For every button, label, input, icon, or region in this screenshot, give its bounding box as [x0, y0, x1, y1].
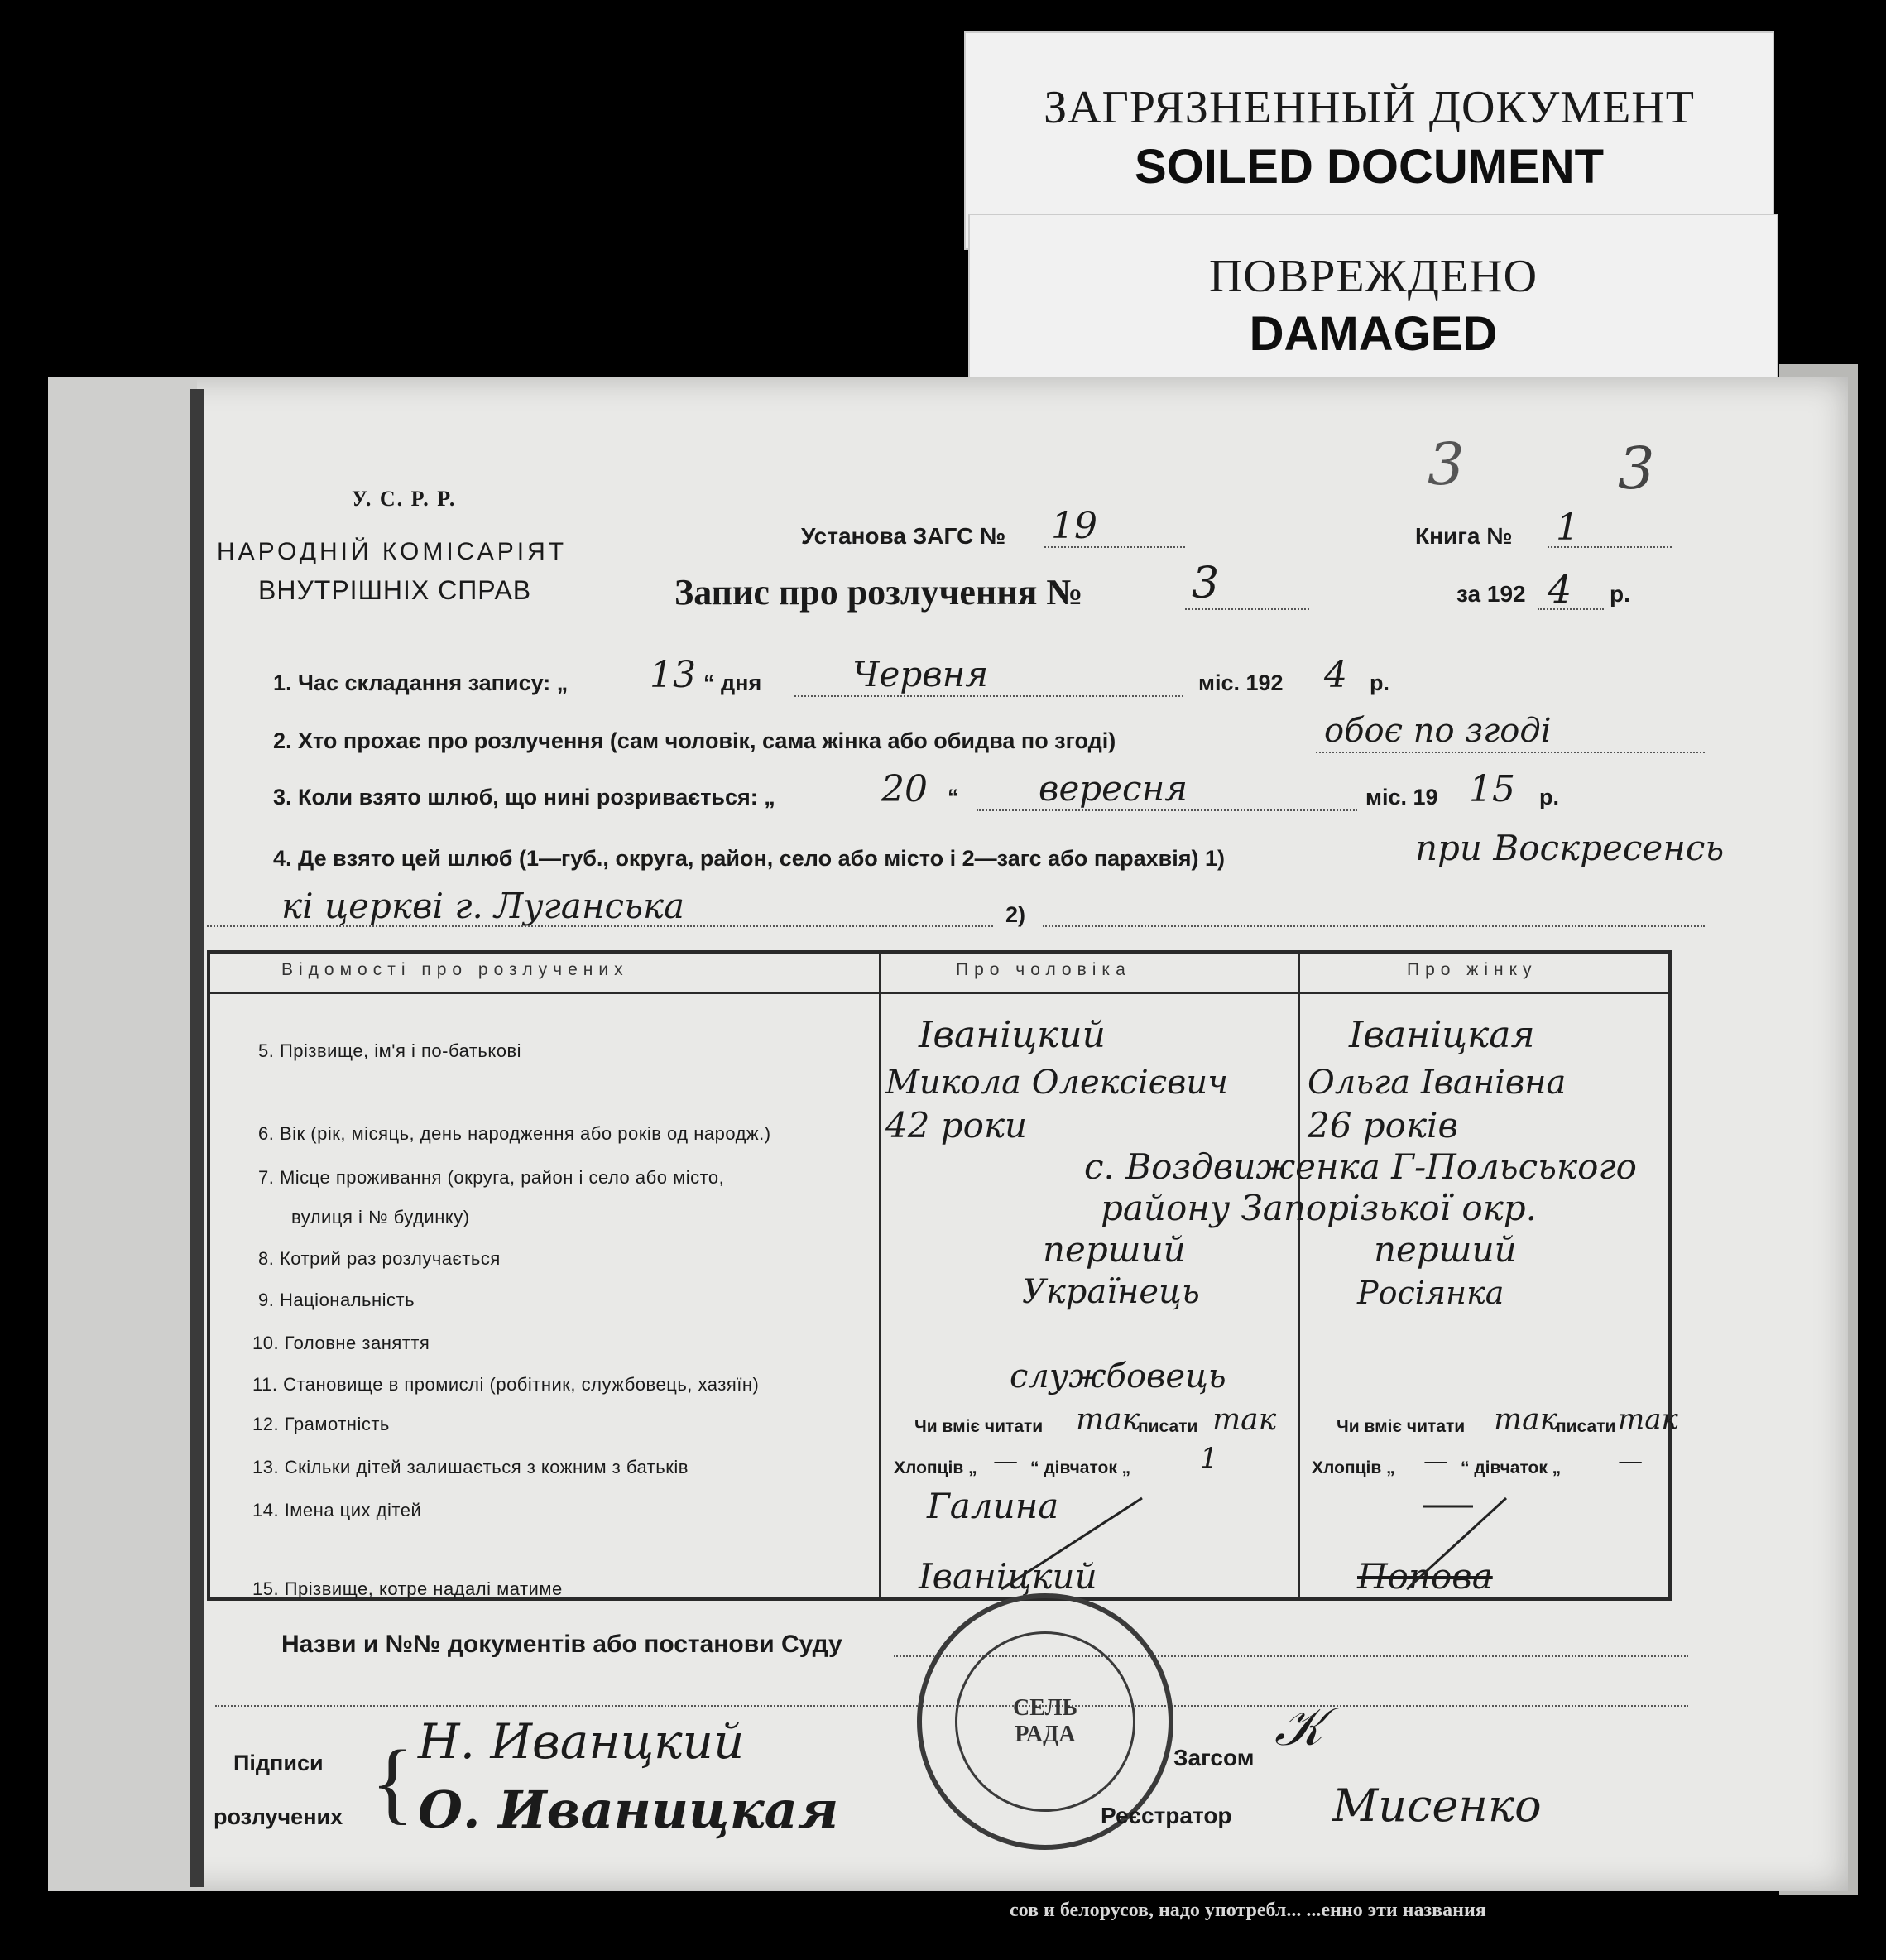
book-number-line [1548, 546, 1672, 548]
q3-day-suffix: “ [948, 785, 959, 809]
husband-position: службовець [1010, 1357, 1226, 1396]
registrar-signature: Мисенко [1332, 1780, 1542, 1832]
damaged-label-en: DAMAGED [1249, 307, 1498, 361]
row-8-label: 8. Котрий раз розлучається [258, 1248, 501, 1269]
row-6-label: 6. Вік (рік, місяць, день народження або років од народж.) [258, 1123, 771, 1144]
row-13-label: 13. Скільки дітей залишається з кожним з батьків [252, 1457, 689, 1477]
q3-month: вересня [1039, 768, 1188, 809]
registrar-label: Реєстратор [1101, 1803, 1232, 1828]
row-9-label: 9. Національність [258, 1290, 415, 1310]
col-header-husband: Про чоловіка [956, 960, 1131, 979]
row-5-label: 5. Прізвище, ім'я і по-батькові [258, 1040, 522, 1061]
q3-r: р. [1539, 785, 1559, 809]
row-14-label: 14. Імена цих дітей [252, 1500, 422, 1520]
husband-name: Микола Олексієвич [885, 1064, 1229, 1102]
husband-boys: — [993, 1447, 1018, 1476]
wife-surname: Іваніцкая [1349, 1014, 1535, 1056]
book-label: Книга № [1415, 523, 1513, 549]
table-header-divider [207, 992, 1672, 994]
q3-day: 20 [881, 768, 928, 810]
wife-boys-label: Хлопців „ [1312, 1458, 1395, 1477]
husband-write-label: писати [1138, 1417, 1198, 1436]
q1-r: р. [1370, 670, 1389, 695]
zagsom-label: Загсом [1173, 1745, 1255, 1770]
signature-husband: Н. Иванцкий [418, 1713, 745, 1770]
residence-line-1: с. Воздвиженка Г-Польського [1084, 1146, 1637, 1187]
page-mark-2: 3 [1618, 435, 1655, 502]
record-number-line [1185, 608, 1309, 610]
row-15-label: 15. Прізвище, котре надалі матиме [252, 1578, 563, 1599]
husband-nationality: Українець [1022, 1273, 1200, 1311]
book-number: 1 [1556, 507, 1579, 549]
zagsom-signature: 𝒦 [1274, 1697, 1324, 1758]
year-suffix: р. [1610, 581, 1630, 607]
signatures-label-2: розлучених [214, 1804, 343, 1829]
wife-girls-label: “ дівчаток „ [1461, 1458, 1562, 1477]
husband-child-names: Галина [927, 1486, 1059, 1526]
col-header-wife: Про жінку [1407, 960, 1538, 979]
husband-future-surname: Іваніцкий [919, 1556, 1097, 1597]
commissariat-line-1: НАРОДНІЙ КОМІСАРІЯТ [217, 538, 568, 565]
row-12-label: 12. Грамотність [252, 1414, 390, 1434]
row-11-label: 11. Становище в промислі (робітник, службовець, хазяїн) [252, 1374, 760, 1395]
husband-times: перший [1043, 1229, 1186, 1270]
wife-name: Ольга Іванівна [1308, 1064, 1567, 1102]
q3-label: 3. Коли взято шлюб, що нині розривається: „ [273, 785, 775, 809]
q1-mis: міс. 192 [1198, 670, 1284, 695]
soiled-label-ru: ЗАГРЯЗНЕННЫЙ ДОКУМЕНТ [1044, 82, 1695, 133]
signature-wife: О. Иваницкая [418, 1780, 839, 1840]
q4-2: 2) [1005, 902, 1026, 927]
bottom-cut-text: сов и белорусов, надо употребл... ...енно эти названия [1010, 1900, 1486, 1921]
husband-write: так [1212, 1403, 1277, 1437]
year-digit: 4 [1548, 567, 1572, 612]
record-number: 3 [1192, 559, 1220, 608]
wife-boys: — [1423, 1447, 1448, 1476]
husband-read: так [1076, 1403, 1140, 1437]
wife-age: 26 років [1308, 1105, 1458, 1146]
col-header-info: Відомості про розлучених [281, 960, 629, 979]
wife-nationality: Росіянка [1357, 1275, 1504, 1311]
husband-girls: 1 [1200, 1442, 1218, 1475]
row-10-label: 10. Головне заняття [252, 1333, 430, 1353]
state-abbrev: У. С. Р. Р. [352, 487, 457, 511]
q2-value: обоє по згоді [1324, 712, 1552, 750]
q1-label: 1. Час складання запису: „ [273, 670, 569, 695]
commissariat-line-2: ВНУТРІШНІХ СПРАВ [258, 575, 532, 605]
zags-number-line [1044, 546, 1185, 548]
signature-brace: { [371, 1732, 415, 1833]
soiled-label-en: SOILED DOCUMENT [1134, 140, 1605, 194]
stamp-text: СЕЛЬ РАДА [1013, 1695, 1077, 1747]
q3-mis: міс. 19 [1365, 785, 1438, 809]
row-7b-label: вулиця і № будинку) [291, 1207, 470, 1227]
wife-times: перший [1374, 1229, 1517, 1270]
year-line [1538, 608, 1604, 610]
q2-label: 2. Хто прохає про розлучення (сам чоловік, сама жінка або обидва по згоді) [273, 728, 1116, 753]
crossout-marks [910, 1490, 1655, 1606]
q3-month-line [977, 809, 1357, 811]
q1-year-digit: 4 [1324, 654, 1347, 696]
husband-surname: Іваніцкий [919, 1014, 1106, 1056]
wife-girls: — [1618, 1447, 1643, 1476]
q4-line-2 [1043, 925, 1705, 927]
wife-write: так [1618, 1403, 1678, 1436]
table-right-border [1668, 950, 1672, 1600]
residence-line-2: району Запорізької окр. [1101, 1188, 1538, 1228]
husband-boys-label: Хлопців „ [894, 1458, 977, 1477]
binding-spine [48, 377, 197, 1891]
signatures-label-1: Підписи [233, 1751, 324, 1775]
page-mark-1: 3 [1428, 430, 1465, 498]
table-top-border [207, 950, 1672, 954]
row-7a-label: 7. Місце проживання (округа, район і село або місто, [258, 1167, 725, 1188]
table-col-divider-1 [879, 950, 881, 1600]
year-prefix: за 192 [1456, 581, 1526, 607]
stamp-inner-ring [955, 1631, 1135, 1812]
q1-day: 13 [650, 654, 696, 696]
zags-number: 19 [1051, 505, 1097, 547]
q2-line [1316, 752, 1705, 753]
q4-value-1: при Воскресенсь [1415, 828, 1725, 868]
husband-girls-label: “ дівчаток „ [1030, 1458, 1131, 1477]
q4-line [207, 925, 993, 927]
q3-year-digits: 15 [1469, 768, 1515, 810]
husband-read-label: Чи вміє читати [914, 1417, 1044, 1436]
q4-label: 4. Де взято цей шлюб (1—губ., округа, район, село або місто і 2—загс або парахвія) 1) [273, 846, 1226, 871]
damaged-document-label [968, 214, 1778, 387]
wife-read: так [1494, 1403, 1558, 1437]
wife-future-surname: Попова [1357, 1556, 1493, 1597]
binding-line [190, 389, 204, 1887]
q1-month-line [794, 695, 1183, 697]
q1-month: Червня [852, 654, 989, 694]
damaged-label-ru: ПОВРЕЖДЕНО [1208, 251, 1538, 302]
docs-label: Назви и №№ документів або постанови Суду [281, 1631, 842, 1658]
wife-write-label: писати [1556, 1417, 1616, 1436]
zags-label: Установа ЗАГС № [801, 523, 1006, 549]
q1-day-suffix: “ дня [703, 670, 762, 695]
q4-value-2: кі церкві г. Луганська [281, 886, 684, 926]
husband-age: 42 роки [885, 1105, 1028, 1146]
record-title: Запис про розлучення № [674, 572, 1083, 612]
table-left-border [207, 950, 210, 1600]
wife-read-label: Чи вміє читати [1337, 1417, 1466, 1436]
